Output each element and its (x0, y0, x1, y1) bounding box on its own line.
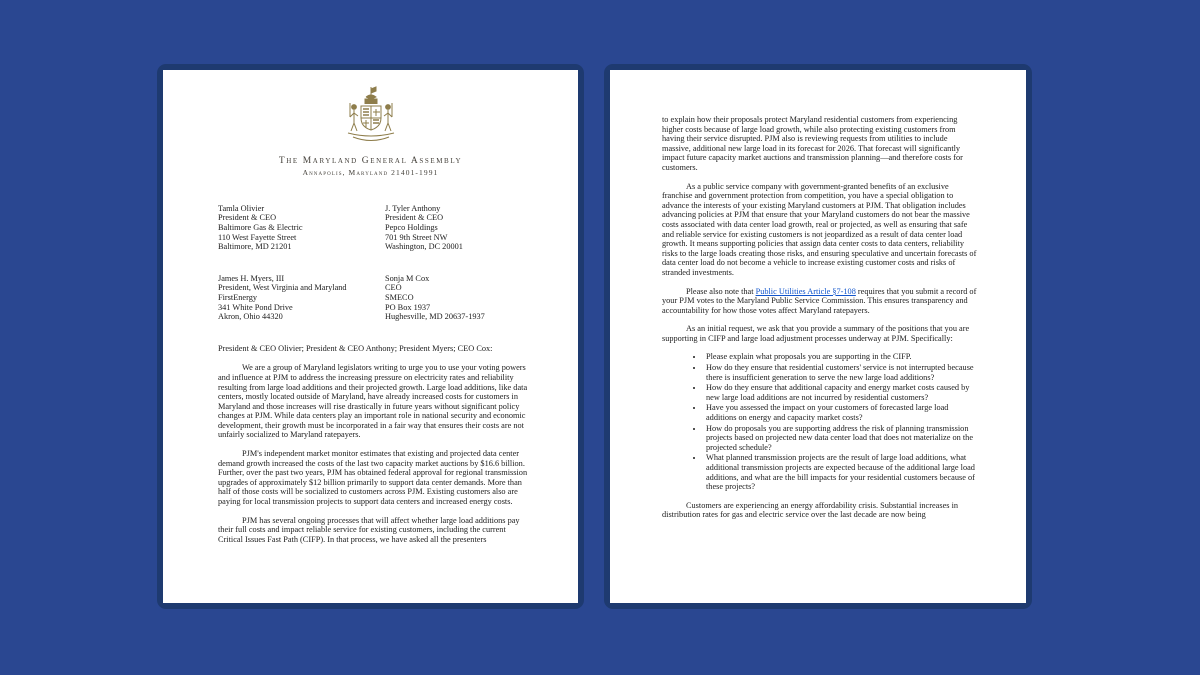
bullet-item: • How do proposals you are supporting address the risk of planning transmission projects based on projected new data center load that does not materialize on the projected schedule? (704, 424, 978, 453)
address-line: President & CEO (218, 213, 277, 223)
address-line: Sonja M Cox (385, 273, 430, 283)
address-line: President, West Virginia and Maryland (218, 283, 347, 293)
recipient-address (218, 204, 385, 252)
address-line: Akron, Ohio 44320 (218, 312, 283, 322)
question-bullet-list (662, 352, 978, 491)
letterhead (209, 86, 532, 178)
bullet-item: • How do they ensure that residential customers' service is not interrupted because there is insufficient generation to serve the new large load additions? (704, 363, 978, 382)
maryland-coat-of-arms-icon (346, 86, 396, 148)
address-line: 341 White Pond Drive (218, 302, 293, 312)
paragraph: As an initial request, we ask that you provide a summary of the positions that you are supporting in CIFP and large load adjustment processes underway at PJM. Specifically: (662, 324, 970, 343)
address-line: J. Tyler Anthony (385, 203, 441, 213)
bullet-item: • What planned transmission projects are the result of large load additions, what additional transmission projects are expected because of the additional large load additions, and what are the bill impacts for your residential customers because of these projects? (704, 453, 978, 491)
address-line: Pepco Holdings (385, 222, 438, 232)
recipient-list (218, 204, 532, 322)
paragraph: Customers are experiencing an energy affordability crisis. Substantial increases in distribution rates for gas and electric service over the last decade are now being (662, 500, 959, 520)
recipient-address (218, 274, 385, 322)
salutation: President & CEO Olivier; President & CEO Anthony; President Myers; CEO Cox: (218, 343, 493, 353)
address-line: Baltimore, MD 21201 (218, 242, 292, 252)
paragraph-with-link (662, 287, 978, 316)
letterhead-address: Annapolis, Maryland 21401-1991 (302, 168, 439, 178)
bullet-item: • Please explain what proposals you are supporting in the CIFP. (704, 352, 978, 362)
public-utilities-article-link[interactable]: Public Utilities Article §7-108 (755, 286, 856, 296)
paragraph: PJM's independent market monitor estimates that existing and projected data center demand growth increased the costs of the last two capacity market auctions by $16.6 billion. Further, over the past two years, PJM has obtained federal approval for regional transmission upgrades of approximately $12 billion primarily to support data center demands. More than half of those costs will be socialized to customers across PJM. Existing customers also are paying for local transmission projects to support data centers and increased energy costs. (218, 449, 528, 507)
letter-page-2 (604, 64, 1032, 609)
address-line: Tamla Olivier (218, 203, 265, 213)
recipient-address (385, 204, 532, 252)
paragraph: We are a group of Maryland legislators writing to urge you to use your voting powers and influence at PJM to address the increasing pressure on electricity rates and reliability resulting from large load additions and their projected growth. Large load additions, like data centers, mostly located outside of Maryland, have already increased costs for customers in Maryland and those increases will rise drastically in future years without significant policy changes at PJM. While data centers play an important role in national security and economic development, their growth must be incorporated in a fair way that ensures their costs are not unfairly socialized to Maryland ratepayers. (218, 363, 528, 440)
address-line: James H. Myers, III (218, 273, 285, 283)
link-paragraph-post: requires that you submit a record of your PJM votes to the Maryland Public Service Commission. This ensures transparency and accountability for how those votes affect Maryland ratepayers. (662, 286, 977, 315)
address-line: CEO (385, 283, 402, 293)
recipient-address (385, 274, 532, 322)
letter-page-1-sheet (163, 70, 578, 603)
address-line: FirstEnergy (218, 292, 258, 302)
address-line: Hughesville, MD 20637-1937 (385, 312, 485, 322)
address-line: PO Box 1937 (385, 302, 431, 312)
address-line: SMECO (385, 292, 414, 302)
paragraph: As a public service company with government-granted benefits of an exclusive franchise and government protection from competition, you have a special obligation to advance the interests of your existing Maryland customers at PJM. That obligation includes advancing policies at PJM that ensure that your Maryland customers do not bear the massive costs associated with data center load growth, real or projected, as well as ensuring that safe and reliable service for existing customers is not jeopardized as a result of data center load growth. It means supporting policies that assign data center costs to data centers, reliability risks to the large loads creating those risks, and ensuring speculative and uncertain forecasts of data center load do not become a vehicle to increase existing customer costs and risks of stranded investments. (662, 181, 977, 277)
link-paragraph-pre: Please also note that (686, 286, 756, 296)
bullet-item: • How do they ensure that additional capacity and energy market costs caused by new large load additions are not incurred by residential customers? (704, 383, 978, 402)
paragraph: PJM has several ongoing processes that will affect whether large load additions pay their full costs and impact reliable service for existing customers, including the current Critical Issues Fast Path (CIFP). In that process, we have asked all the presenters (218, 515, 520, 544)
address-line: President & CEO (385, 213, 444, 223)
address-line: 110 West Fayette Street (218, 232, 297, 242)
address-line: Washington, DC 20001 (385, 242, 463, 252)
letter-page-1 (157, 64, 584, 609)
bullet-item: • Have you assessed the impact on your customers of forecasted large load additions on energy and capacity market costs? (704, 403, 978, 422)
letter-page-2-sheet (610, 70, 1026, 603)
letterhead-organization: The Maryland General Assembly (278, 155, 463, 166)
paragraph: to explain how their proposals protect Maryland residential customers from experiencing higher costs because of large load growth, while also protecting existing customers from having their service disrupted. PJM also is reviewing requests from utilities to include massive, additional new large load in its forecast for 2026. That forecast will significantly impact future capacity market auctions and transmission planning—and therefore costs for customers. (662, 115, 963, 172)
recipient-row (218, 274, 532, 322)
address-line: Baltimore Gas & Electric (218, 222, 303, 232)
address-line: 701 9th Street NW (385, 232, 448, 242)
recipient-row (218, 204, 532, 252)
